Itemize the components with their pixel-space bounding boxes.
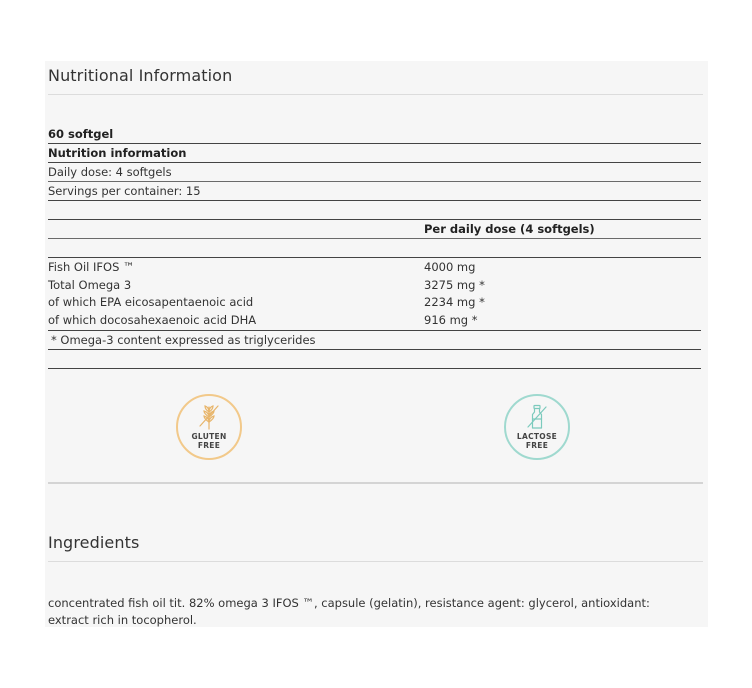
- section-separator: [48, 482, 703, 484]
- nutrient-value: 4000 mg: [424, 260, 476, 274]
- nutrition-heading: Nutritional Information: [48, 66, 233, 85]
- nutrient-value: 3275 mg *: [424, 277, 485, 292]
- badge-label-line1: LACTOSE: [516, 432, 558, 441]
- nutrition-info-title: Nutrition information: [48, 146, 187, 160]
- table-rule: [48, 349, 701, 350]
- daily-dose: Daily dose: 4 softgels: [48, 165, 172, 179]
- nutrient-name: of which EPA eicosapentaenoic acid: [48, 295, 254, 309]
- lactose-free-badge: [504, 394, 570, 460]
- badge-label-line2: FREE: [197, 441, 221, 450]
- nutrient-name: Fish Oil IFOS ™: [48, 260, 135, 274]
- heading-divider: [48, 561, 703, 562]
- table-row: [48, 278, 701, 292]
- table-row: [48, 295, 701, 309]
- nutrient-value: 916 mg *: [424, 313, 478, 327]
- gluten-free-badge: [176, 394, 242, 460]
- table-rule: [48, 219, 701, 220]
- nutrient-name: Total Omega 3: [48, 277, 132, 292]
- product-info-panel: [45, 61, 708, 627]
- badge-label-line1: GLUTEN: [191, 432, 227, 441]
- table-rule: [48, 238, 701, 239]
- table-rule: [48, 330, 701, 331]
- ingredients-text: concentrated fish oil tit. 82% omega 3 IFOS ™, capsule (gelatin), resistance agent: glycerol, antioxidant: extract rich in tocopherol.: [48, 596, 650, 627]
- nutrient-value: 2234 mg *: [424, 295, 485, 309]
- ingredients-heading: Ingredients: [48, 533, 140, 552]
- table-rule: [48, 162, 701, 163]
- heading-divider: [48, 94, 703, 95]
- bottle-crossed-icon: [522, 404, 552, 430]
- table-rule: [48, 181, 701, 182]
- table-rule: [48, 368, 701, 369]
- pack-size: 60 softgel: [48, 127, 114, 141]
- per-daily-dose-header: Per daily dose (4 softgels): [424, 222, 595, 236]
- wheat-crossed-icon: [194, 404, 224, 430]
- footnote: * Omega-3 content expressed as triglycerides: [51, 333, 316, 347]
- table-rule: [48, 200, 701, 201]
- table-rule: [48, 143, 701, 144]
- nutrient-name: of which docosahexaenoic acid DHA: [48, 313, 257, 327]
- table-row: [48, 260, 701, 274]
- servings-per-container: Servings per container: 15: [48, 184, 201, 198]
- table-rule: [48, 257, 701, 258]
- badge-label-line2: FREE: [525, 441, 549, 450]
- table-row: [48, 313, 701, 327]
